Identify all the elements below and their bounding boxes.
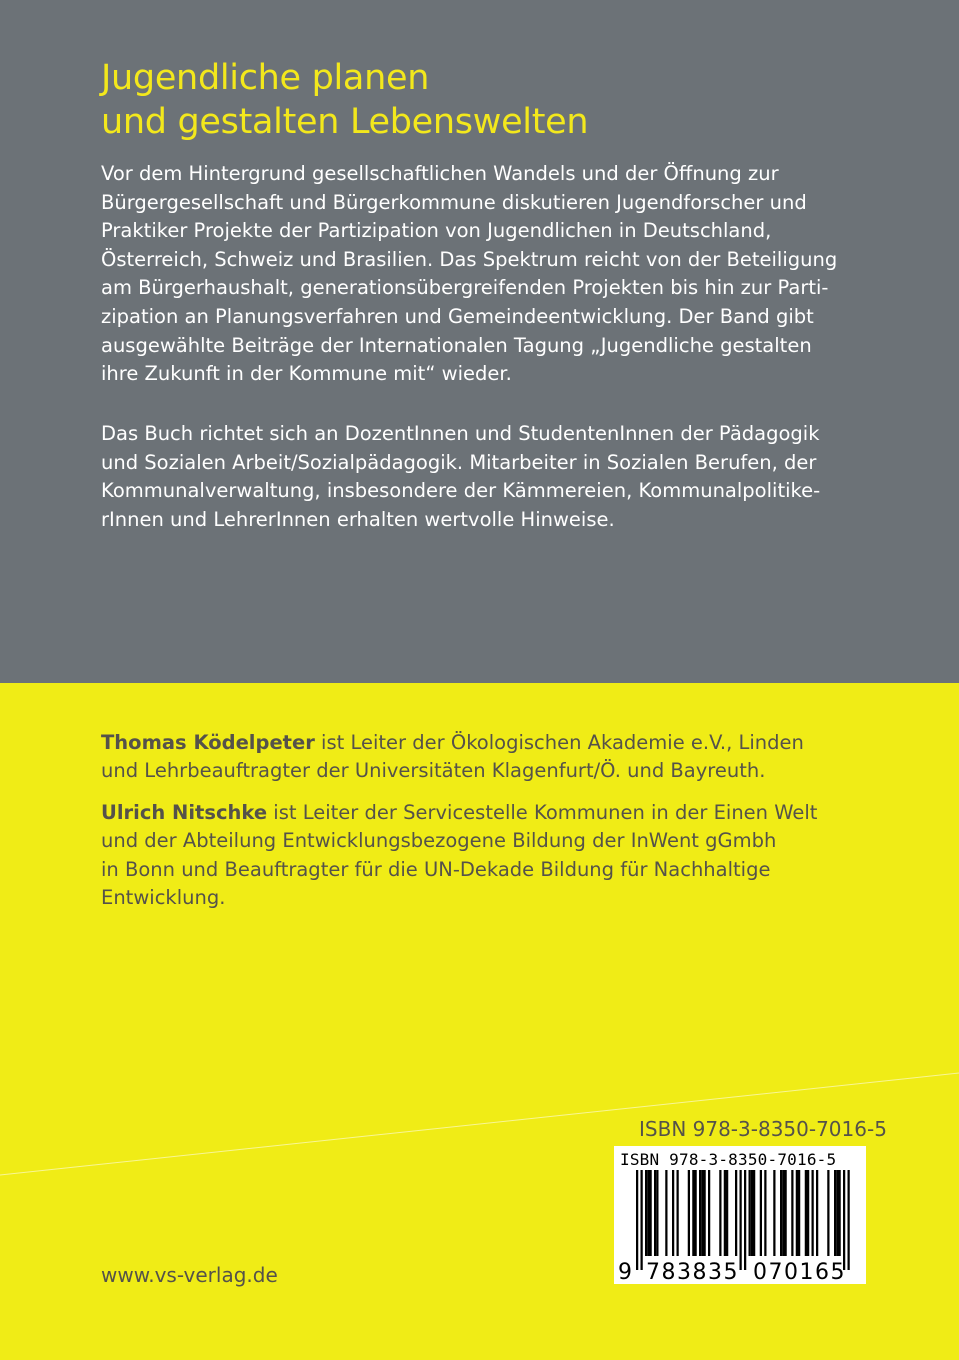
barcode-bar bbox=[656, 1170, 658, 1256]
barcode-left-digits: 783835 bbox=[646, 1260, 739, 1284]
title-line: und gestalten Lebenswelten bbox=[101, 102, 589, 142]
barcode-bar bbox=[692, 1170, 694, 1256]
barcode-bar bbox=[843, 1170, 845, 1270]
barcode bbox=[614, 1146, 866, 1284]
bio-text: ist Leiter der Ökologischen Akademie e.V., Linden bbox=[314, 731, 804, 754]
text-line: zipation an Planungsverfahren und Gemeindeentwicklung. Der Band gibt bbox=[101, 304, 814, 328]
text-line: in Bonn und Beauftragter für die UN-Dekade Bildung für Nachhaltige bbox=[101, 857, 771, 881]
barcode-bar bbox=[751, 1170, 753, 1256]
text-line: Das Buch richtet sich an DozentInnen und StudentenInnen der Pädagogik bbox=[101, 422, 820, 445]
barcode-bar bbox=[834, 1170, 836, 1256]
barcode-bar bbox=[839, 1170, 841, 1256]
text-line: und der Abteilung Entwicklungsbezogene Bildung der InWent gGmbh bbox=[101, 829, 777, 853]
barcode-bar bbox=[724, 1170, 726, 1256]
barcode-bar bbox=[735, 1170, 737, 1256]
description-paragraph-2 bbox=[101, 420, 820, 534]
barcode-bar bbox=[654, 1170, 656, 1256]
description-paragraph-1 bbox=[101, 160, 837, 389]
text-line: Österreich, Schweiz und Brasilien. Das Spektrum reicht von der Beteiligung bbox=[101, 247, 838, 271]
barcode-bar bbox=[753, 1170, 755, 1256]
text-line bbox=[101, 729, 804, 757]
barcode-bar bbox=[764, 1170, 766, 1256]
barcode-bar bbox=[740, 1170, 742, 1270]
barcode-bar bbox=[688, 1170, 690, 1256]
barcode-graphic bbox=[614, 1146, 866, 1284]
barcode-right-digits: 070165 bbox=[753, 1260, 846, 1284]
text-line: und Sozialen Arbeit/Sozialpädagogik. Mitarbeiter in Sozialen Berufen, der bbox=[101, 450, 817, 474]
text-line: am Bürgerhaushalt, generationsübergreifenden Projekten bis hin zur Parti- bbox=[101, 276, 829, 300]
isbn-number: ISBN 978-3-8350-7016-5 bbox=[639, 1117, 887, 1141]
barcode-bar bbox=[636, 1170, 638, 1270]
barcode-bar bbox=[699, 1170, 701, 1256]
barcode-isbn-label: ISBN 978-3-8350-7016-5 bbox=[620, 1150, 837, 1169]
author-bio-2 bbox=[101, 799, 817, 913]
barcode-bar bbox=[796, 1170, 798, 1256]
barcode-bar bbox=[836, 1170, 838, 1256]
text-line: Vor dem Hintergrund gesellschaftlichen Wandels und der Öffnung zur bbox=[101, 162, 779, 185]
publisher-website: www.vs-verlag.de bbox=[101, 1263, 278, 1287]
barcode-bar bbox=[760, 1170, 762, 1256]
text-line bbox=[101, 799, 817, 827]
author-bio-1 bbox=[101, 729, 804, 786]
barcode-bar bbox=[641, 1170, 643, 1270]
barcode-bar bbox=[719, 1170, 721, 1256]
barcode-bar bbox=[701, 1170, 703, 1256]
text-line: rInnen und LehrerInnen erhalten wertvolle Hinweise. bbox=[101, 507, 615, 531]
text-line: Entwicklung. bbox=[101, 886, 226, 910]
barcode-bar bbox=[848, 1170, 850, 1270]
bio-text: ist Leiter der Servicestelle Kommunen in der Einen Welt bbox=[267, 801, 818, 824]
barcode-bar bbox=[782, 1170, 784, 1256]
text-line: ihre Zukunft in der Kommune mit“ wieder. bbox=[101, 362, 512, 386]
title-line: Jugendliche planen bbox=[101, 58, 430, 98]
barcode-bar bbox=[708, 1170, 710, 1256]
barcode-bar bbox=[791, 1170, 793, 1256]
barcode-bar bbox=[807, 1170, 809, 1256]
barcode-bar bbox=[645, 1170, 647, 1256]
barcode-bar bbox=[773, 1170, 775, 1256]
barcode-bar bbox=[647, 1170, 649, 1256]
barcode-bar bbox=[672, 1170, 674, 1256]
barcode-bar bbox=[798, 1170, 800, 1256]
author-name: Thomas Ködelpeter bbox=[101, 731, 315, 754]
barcode-bar bbox=[704, 1170, 706, 1256]
barcode-bar bbox=[780, 1170, 782, 1256]
author-name: Ulrich Nitschke bbox=[101, 801, 268, 824]
text-line: ausgewählte Beiträge der Internationalen Tagung „Jugendliche gestalten bbox=[101, 333, 812, 357]
barcode-bar bbox=[744, 1170, 746, 1270]
barcode-bar bbox=[726, 1170, 728, 1256]
text-line: und Lehrbeauftragter der Universitäten Klagenfurt/Ö. und Bayreuth. bbox=[101, 759, 766, 783]
barcode-bar bbox=[677, 1170, 679, 1256]
barcode-bar bbox=[816, 1170, 818, 1256]
barcode-bar bbox=[805, 1170, 807, 1256]
barcode-bar bbox=[665, 1170, 667, 1256]
text-line: Kommunalverwaltung, insbesondere der Kämmereien, Kommunalpolitike- bbox=[101, 479, 821, 503]
barcode-bar bbox=[695, 1170, 697, 1256]
text-line: Bürgergesellschaft und Bürgerkommune diskutieren Jugendforscher und bbox=[101, 190, 807, 214]
text-line: Praktiker Projekte der Partizipation von Jugendlichen in Deutschland, bbox=[101, 219, 772, 243]
barcode-bar bbox=[827, 1170, 829, 1256]
barcode-first-digit: 9 bbox=[618, 1260, 632, 1284]
book-title bbox=[101, 56, 588, 144]
barcode-bar bbox=[749, 1170, 751, 1256]
barcode-bar bbox=[812, 1170, 814, 1256]
barcode-bar bbox=[785, 1170, 787, 1256]
barcode-bar bbox=[650, 1170, 652, 1256]
